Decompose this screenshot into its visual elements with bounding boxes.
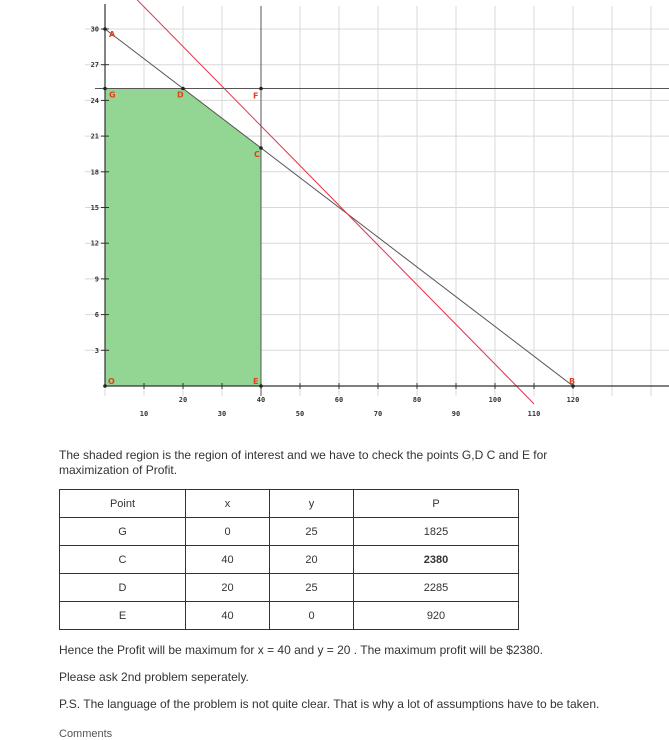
x-tick-label: 90 bbox=[451, 410, 461, 418]
cell-p: 920 bbox=[354, 602, 519, 630]
header-y: y bbox=[270, 490, 354, 518]
ask-paragraph: Please ask 2nd problem seperately. bbox=[59, 670, 249, 684]
point-o-marker bbox=[103, 384, 107, 388]
feasible-region bbox=[105, 89, 261, 387]
point-e-marker bbox=[259, 384, 263, 388]
x-tick-label: 120 bbox=[566, 396, 580, 404]
cell-x: 40 bbox=[186, 602, 270, 630]
point-a-label: A bbox=[109, 30, 116, 39]
y-tick-label: 3 bbox=[94, 346, 99, 355]
cell-point: D bbox=[60, 574, 186, 602]
cell-point: C bbox=[60, 546, 186, 574]
point-e-label: E bbox=[253, 377, 259, 386]
cell-y: 0 bbox=[270, 602, 354, 630]
intro-paragraph: The shaded region is the region of interest and we have to check the points G,D C and E for maximization of Profit. bbox=[59, 448, 548, 477]
cell-point: E bbox=[60, 602, 186, 630]
point-d-label: D bbox=[177, 90, 184, 100]
y-tick-label: 15 bbox=[90, 204, 99, 212]
y-tick-label: 21 bbox=[90, 132, 99, 141]
feasible-region-layer bbox=[105, 89, 261, 387]
header-p: P bbox=[354, 490, 519, 518]
cell-p-max: 2380 bbox=[354, 546, 519, 574]
y-tick-label: 18 bbox=[90, 168, 99, 177]
point-f-label: F bbox=[253, 91, 259, 101]
table-row bbox=[60, 546, 519, 574]
point-g-marker bbox=[103, 87, 107, 91]
cell-x: 0 bbox=[186, 518, 270, 546]
table-row bbox=[60, 574, 519, 602]
x-tick-label: 40 bbox=[256, 396, 266, 404]
y-tick-label: 24 bbox=[90, 96, 99, 105]
conclusion-paragraph: Hence the Profit will be maximum for x = 40 and y = 20 . The maximum profit will be $2380. bbox=[59, 643, 543, 657]
header-point: Point bbox=[60, 490, 186, 518]
y-tick-label: 12 bbox=[90, 239, 99, 248]
table-row bbox=[60, 602, 519, 630]
comments-link[interactable]: Comments bbox=[59, 728, 113, 740]
x-tick-label: 60 bbox=[334, 396, 344, 404]
x-tick-label: 70 bbox=[373, 410, 383, 418]
point-g-label: G bbox=[109, 90, 116, 100]
table-row bbox=[60, 518, 519, 546]
cell-y: 25 bbox=[270, 518, 354, 546]
x-tick-label: 80 bbox=[412, 396, 422, 404]
ps-paragraph: P.S. The language of the problem is not quite clear. That is why a lot of assumptions have to be taken. bbox=[59, 697, 600, 711]
point-a-marker bbox=[103, 27, 107, 31]
cell-point: G bbox=[60, 518, 186, 546]
y-tick-label: 27 bbox=[90, 61, 99, 70]
x-tick-label: 110 bbox=[527, 410, 541, 418]
cell-y: 25 bbox=[270, 574, 354, 602]
y-tick-label: 6 bbox=[94, 311, 99, 320]
x-tick-label: 10 bbox=[139, 410, 149, 418]
header-x: x bbox=[186, 490, 270, 518]
cell-p: 2285 bbox=[354, 574, 519, 602]
point-f-marker bbox=[259, 87, 263, 91]
cell-y: 20 bbox=[270, 546, 354, 574]
y-tick-label: 30 bbox=[90, 25, 99, 34]
x-tick-label: 20 bbox=[178, 396, 188, 404]
cell-x: 20 bbox=[186, 574, 270, 602]
point-o-label: O bbox=[108, 377, 115, 386]
y-tick-label: 9 bbox=[94, 275, 99, 284]
point-c-label: C bbox=[254, 150, 260, 159]
table-header-row bbox=[60, 490, 519, 518]
x-tick-label: 30 bbox=[217, 410, 227, 418]
point-b-label: B bbox=[569, 377, 576, 386]
x-tick-label: 50 bbox=[295, 410, 305, 418]
x-tick-label: 100 bbox=[488, 396, 502, 404]
cell-p: 1825 bbox=[354, 518, 519, 546]
cell-x: 40 bbox=[186, 546, 270, 574]
points-table bbox=[59, 489, 519, 630]
